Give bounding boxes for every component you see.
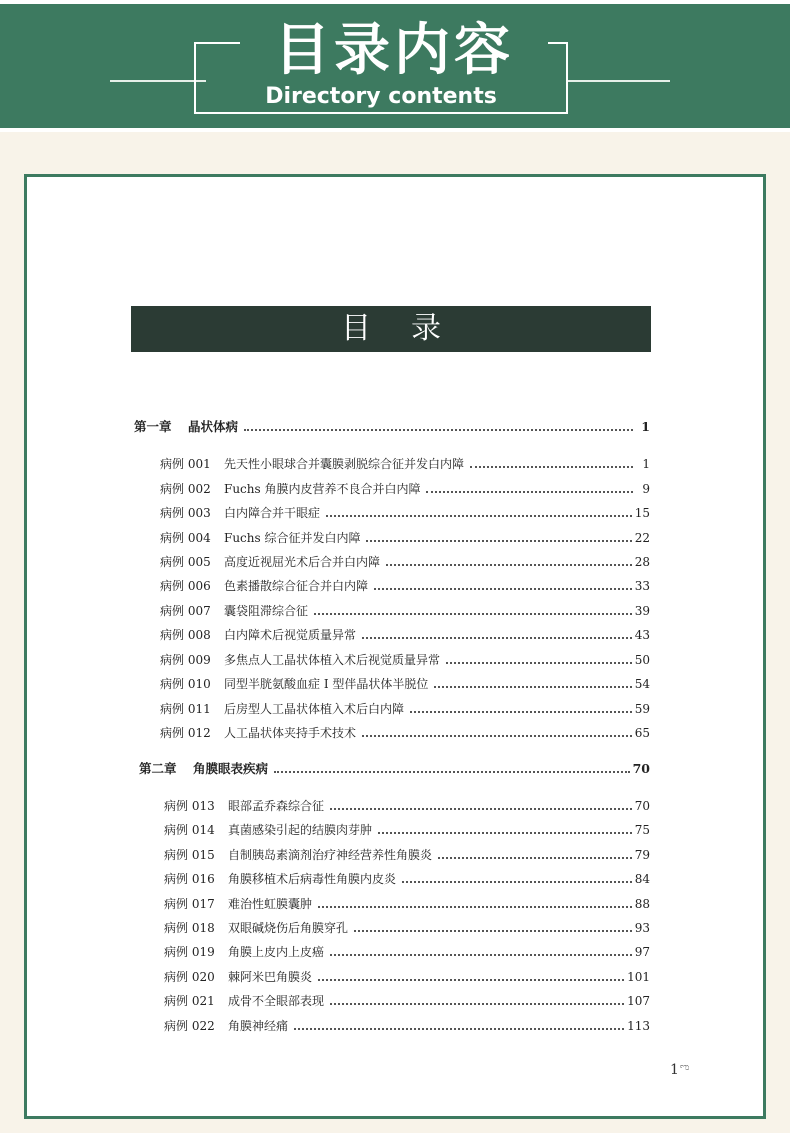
case-title: 白内障合并干眼症: [224, 506, 321, 520]
dot-leader: [330, 1002, 624, 1005]
dot-leader: [366, 539, 631, 542]
case-title: 后房型人工晶状体植入术后白内障: [224, 702, 405, 716]
case-title: 高度近视屈光术后合并白内障: [224, 555, 381, 569]
case-code: 病例 006: [160, 579, 211, 593]
toc-entry[interactable]: [160, 481, 650, 497]
case-title: 眼部孟乔森综合征: [228, 799, 325, 813]
dot-leader: [318, 978, 624, 981]
case-page: 22: [634, 531, 650, 545]
toc-entry[interactable]: [164, 920, 650, 936]
dot-leader: [386, 563, 632, 566]
dot-leader: [378, 831, 632, 834]
banner-title: 目录内容: [240, 18, 548, 84]
case-page: 50: [634, 653, 650, 667]
dot-leader: [330, 953, 632, 956]
case-title: 自制胰岛素滴剂治疗神经营养性角膜炎: [228, 848, 433, 862]
banner-left-rule: [110, 80, 206, 82]
case-code: 病例 018: [164, 921, 215, 935]
toc-entry[interactable]: [160, 701, 650, 717]
case-title: Fuchs 综合征并发白内障: [224, 531, 361, 545]
chapter-label: 第二章: [139, 761, 177, 776]
case-page: 9: [642, 482, 650, 496]
case-page: 43: [634, 628, 650, 642]
case-title: 双眼碱烧伤后角膜穿孔: [228, 921, 349, 935]
case-title: 囊袋阻滞综合征: [224, 604, 309, 618]
chapter-title: 角膜眼表疾病: [193, 761, 269, 776]
case-code: 病例 009: [160, 653, 211, 667]
toc-entry[interactable]: [160, 627, 650, 643]
case-page: 107: [627, 994, 650, 1008]
case-page: 59: [634, 702, 650, 716]
dot-leader: [274, 770, 630, 773]
case-page: 75: [634, 823, 650, 837]
case-title: 角膜移植术后病毒性角膜内皮炎: [228, 872, 397, 886]
dot-leader: [314, 612, 632, 615]
header-banner: [0, 0, 790, 132]
case-title: 先天性小眼球合并囊膜剥脱综合征并发白内障: [224, 457, 465, 471]
case-page: 84: [634, 872, 650, 886]
toc-entry[interactable]: [164, 798, 650, 814]
page-number-value: 1: [670, 1062, 679, 1078]
dot-leader: [438, 856, 632, 859]
toc-entry[interactable]: [164, 969, 650, 985]
case-page: 97: [634, 945, 650, 959]
dot-leader: [470, 465, 633, 468]
case-code: 病例 002: [160, 482, 211, 496]
toc-entry[interactable]: [164, 847, 650, 863]
case-title: Fuchs 角膜内皮营养不良合并白内障: [224, 482, 421, 496]
case-code: 病例 004: [160, 531, 211, 545]
case-title: 色素播散综合征合并白内障: [224, 579, 369, 593]
chapter-page: 70: [632, 761, 650, 776]
dot-leader: [362, 636, 632, 639]
case-code: 病例 008: [160, 628, 211, 642]
banner-subtitle: Directory contents: [265, 84, 497, 109]
dot-leader: [426, 490, 633, 493]
toc-entry[interactable]: [164, 993, 650, 1009]
dot-leader: [294, 1027, 624, 1030]
case-code: 病例 005: [160, 555, 211, 569]
case-page: 39: [634, 604, 650, 618]
case-page: 1: [642, 457, 650, 471]
case-code: 病例 022: [164, 1019, 215, 1033]
dot-leader: [362, 734, 632, 737]
toc-entry[interactable]: [160, 578, 650, 594]
case-title: 棘阿米巴角膜炎: [228, 970, 313, 984]
case-code: 病例 017: [164, 897, 215, 911]
chapter-row[interactable]: [134, 419, 650, 435]
case-code: 病例 010: [160, 677, 211, 691]
toc-entry[interactable]: [160, 456, 650, 472]
dot-leader: [374, 587, 632, 590]
toc-entry[interactable]: [164, 871, 650, 887]
toc-entry[interactable]: [164, 944, 650, 960]
toc-entry[interactable]: [160, 505, 650, 521]
case-title: 真菌感染引起的结膜肉芽肿: [228, 823, 373, 837]
case-code: 病例 021: [164, 994, 215, 1008]
case-page: 113: [627, 1019, 650, 1033]
case-code: 病例 012: [160, 726, 211, 740]
toc-entry[interactable]: [160, 554, 650, 570]
toc-entry[interactable]: [164, 1018, 650, 1034]
banner-right-rule: [566, 80, 670, 82]
toc-heading: 目录: [131, 306, 651, 352]
case-title: 人工晶状体夹持手术技术: [224, 726, 357, 740]
case-code: 病例 016: [164, 872, 215, 886]
case-title: 难治性虹膜囊肿: [228, 897, 313, 911]
toc-entry[interactable]: [160, 725, 650, 741]
case-code: 病例 013: [164, 799, 215, 813]
case-code: 病例 019: [164, 945, 215, 959]
case-page: 79: [634, 848, 650, 862]
toc-entry[interactable]: [160, 530, 650, 546]
case-page: 33: [634, 579, 650, 593]
case-page: 54: [634, 677, 650, 691]
toc-entry[interactable]: [164, 896, 650, 912]
case-code: 病例 015: [164, 848, 215, 862]
page-number: [670, 1062, 689, 1078]
case-page: 28: [634, 555, 650, 569]
chapter-row[interactable]: [139, 761, 650, 777]
dot-leader: [410, 710, 632, 713]
dot-leader: [318, 905, 632, 908]
dot-leader: [434, 685, 631, 688]
dot-leader: [354, 929, 632, 932]
page-mark: ಌ: [679, 1062, 690, 1073]
toc-entry[interactable]: [160, 652, 650, 668]
case-code: 病例 003: [160, 506, 211, 520]
case-title: 白内障术后视觉质量异常: [224, 628, 357, 642]
case-code: 病例 020: [164, 970, 215, 984]
chapter-label: 第一章: [134, 419, 172, 434]
case-page: 70: [634, 799, 650, 813]
chapter-title: 晶状体病: [188, 419, 239, 434]
case-title: 角膜上皮内上皮癌: [228, 945, 325, 959]
case-code: 病例 007: [160, 604, 211, 618]
dot-leader: [326, 514, 632, 517]
dot-leader: [330, 807, 632, 810]
case-title: 角膜神经痛: [228, 1019, 289, 1033]
toc-entry[interactable]: [160, 676, 650, 692]
case-page: 88: [634, 897, 650, 911]
case-page: 65: [634, 726, 650, 740]
case-title: 成骨不全眼部表现: [228, 994, 325, 1008]
case-title: 同型半胱氨酸血症 I 型伴晶状体半脱位: [224, 677, 429, 691]
case-code: 病例 011: [160, 702, 211, 716]
case-page: 15: [634, 506, 650, 520]
dot-leader: [446, 661, 632, 664]
case-code: 病例 014: [164, 823, 215, 837]
dot-leader: [244, 428, 633, 431]
dot-leader: [402, 880, 632, 883]
case-code: 病例 001: [160, 457, 211, 471]
case-title: 多焦点人工晶状体植入术后视觉质量异常: [224, 653, 441, 667]
chapter-page: 1: [641, 419, 650, 434]
toc-entry[interactable]: [164, 822, 650, 838]
case-page: 101: [627, 970, 650, 984]
toc-entry[interactable]: [160, 603, 650, 619]
case-page: 93: [634, 921, 650, 935]
